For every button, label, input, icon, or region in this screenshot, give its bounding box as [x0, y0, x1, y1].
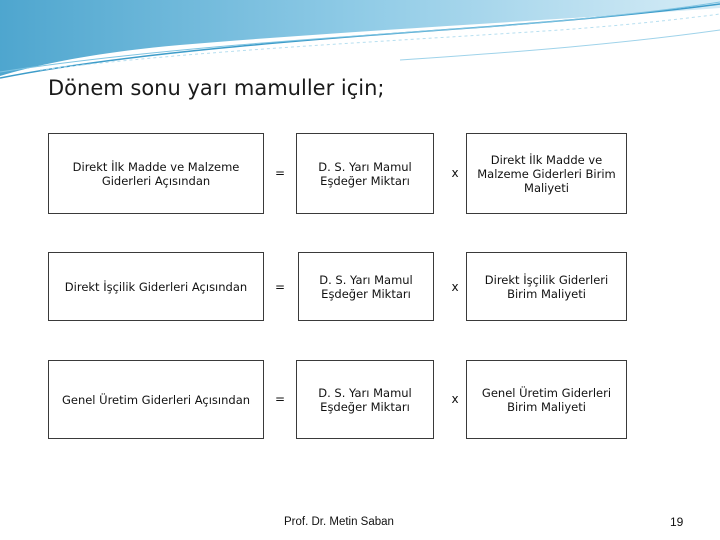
row-2-label: Direkt İşçilik Giderleri Açısından	[48, 252, 264, 321]
footer-author: Prof. Dr. Metin Saban	[284, 516, 394, 528]
row-2-times: x	[451, 280, 459, 294]
row-3-label: Genel Üretim Giderleri Açısından	[48, 360, 264, 439]
row-3-times: x	[451, 392, 459, 406]
row-2-equivalent: D. S. Yarı Mamul Eşdeğer Miktarı	[298, 252, 434, 321]
row-3-unit-cost: Genel Üretim Giderleri Birim Maliyeti	[466, 360, 627, 439]
slide-title: Dönem sonu yarı mamuller için;	[48, 76, 385, 100]
row-1-label: Direkt İlk Madde ve Malzeme Giderleri Açısından	[48, 133, 264, 214]
page-number: 19	[670, 515, 684, 529]
row-3-equivalent: D. S. Yarı Mamul Eşdeğer Miktarı	[296, 360, 434, 439]
row-1-unit-cost: Direkt İlk Madde ve Malzeme Giderleri Birim Maliyeti	[466, 133, 627, 214]
row-2-unit-cost: Direkt İşçilik Giderleri Birim Maliyeti	[466, 252, 627, 321]
row-2-equals: =	[274, 280, 286, 294]
row-3-equals: =	[274, 392, 286, 406]
row-1-equals: =	[274, 166, 286, 180]
row-1-equivalent: D. S. Yarı Mamul Eşdeğer Miktarı	[296, 133, 434, 214]
row-1-times: x	[451, 166, 459, 180]
